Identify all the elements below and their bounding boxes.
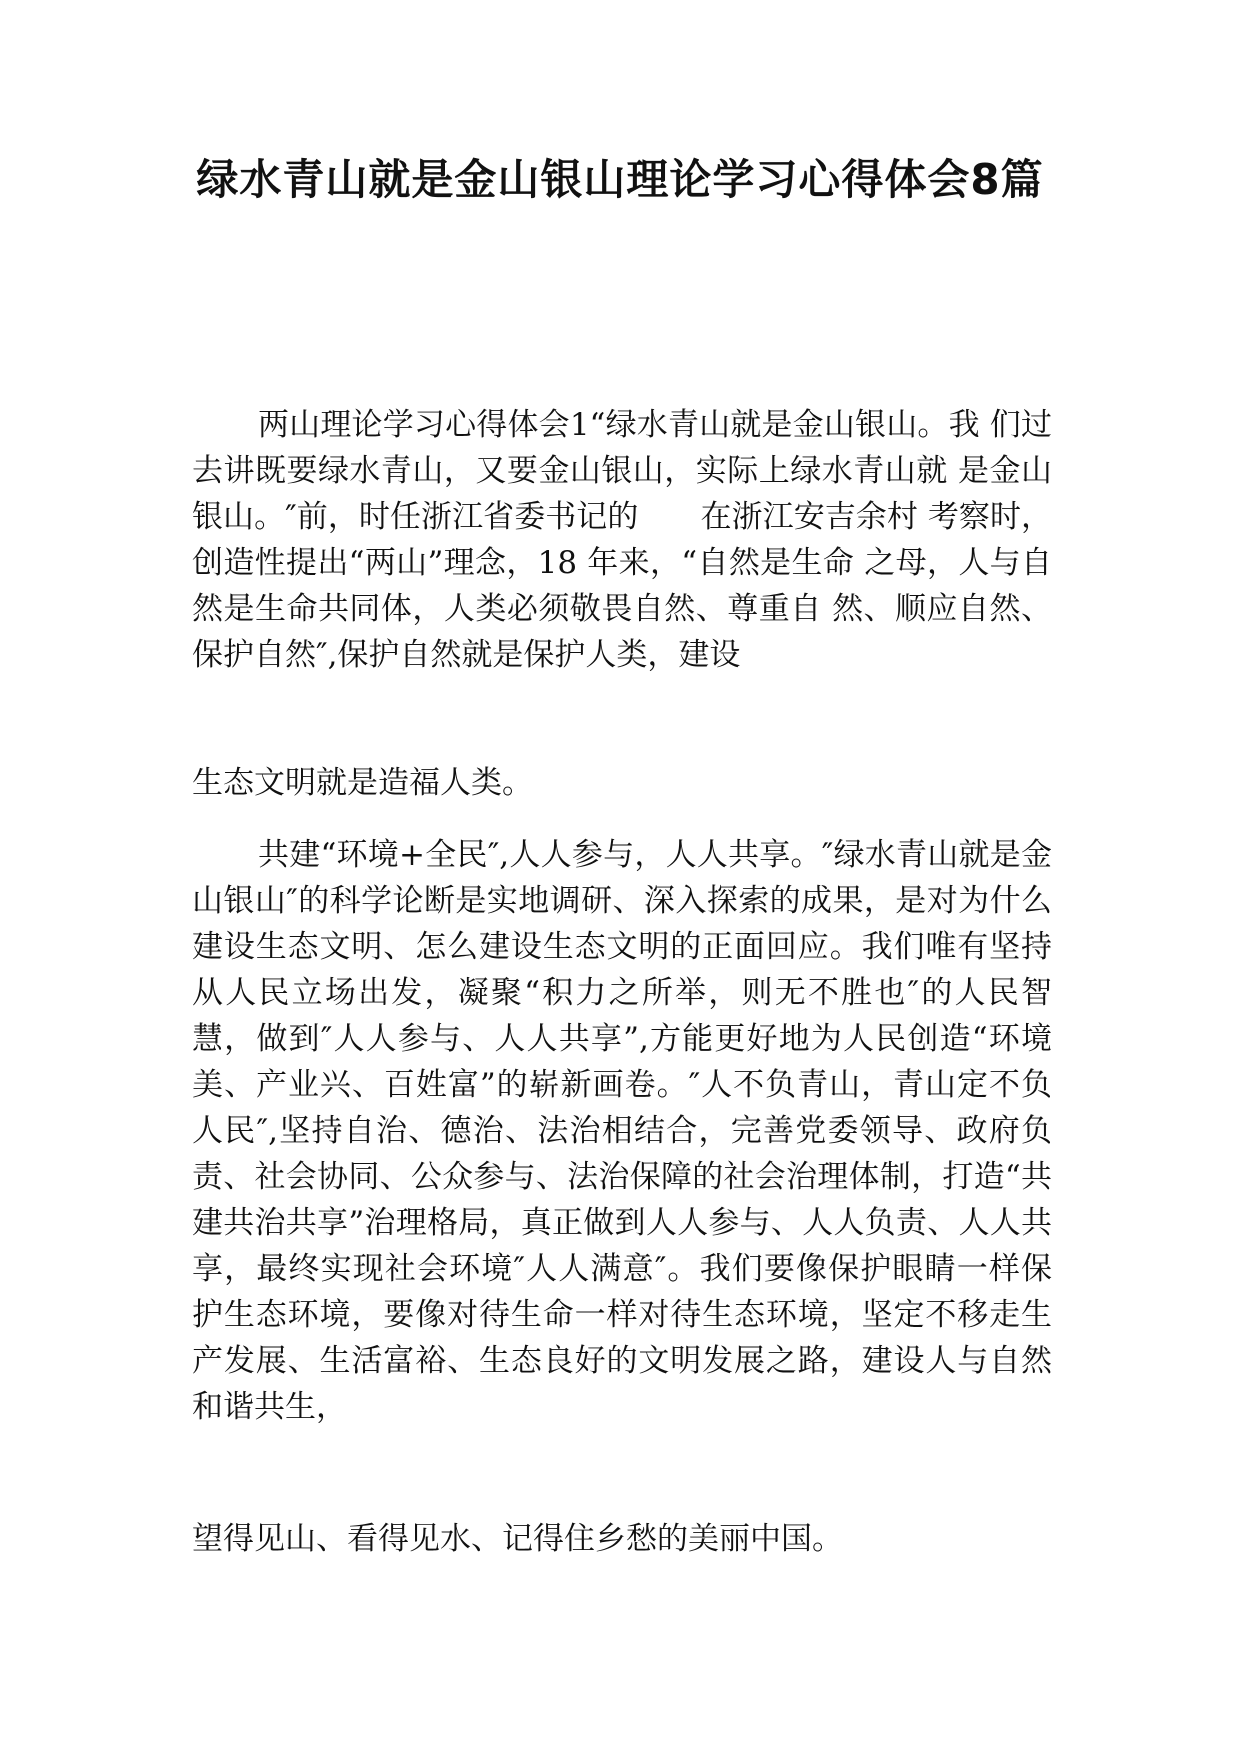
document-title: 绿水青山就是金山银山理论学习心得体会8篇: [196, 155, 1044, 204]
body-paragraph-4: 望得见山、看得见水、记得住乡愁的美丽中国。: [192, 1521, 843, 1557]
body-paragraph-2: 生态文明就是造福人类。: [192, 765, 533, 801]
body-paragraph-1: 两山理论学习心得体会1“绿水青山就是金山银山。我 们过去讲既要绿水青山，又要金山银山，实际上绿水青山就 是金山银山。″前，时任浙江省委书记的 在浙江安吉余村 考察时，创造性提出“两山”理念，18 年来，“自然是生命 之母，人与自然是生命共同体，人类必须敬畏自然、尊重自 然、顺应自然、保护自然″,保护自然就是保护人类，建设: [192, 407, 1052, 673]
body-paragraph-3: 共建“环境+全民″,人人参与，人人共享。″绿水青山就是金山银山″的科学论断是实地调研、深入探索的成果，是对为什么建设生态文明、怎么建设生态文明的正面回应。我们唯有坚持从人民立场出发，凝聚“积力之所举，则无不胜也″的人民智慧，做到″人人参与、人人共享”,方能更好地为人民创造“环境美、产业兴、百姓富”的崭新画卷。″人不负青山，青山定不负人民″,坚持自治、德治、法治相结合，完善党委领导、政府负责、社会协同、公众参与、法治保障的社会治理体制，打造“共建共治共享”治理格局，真正做到人人参与、人人负责、人人共享，最终实现社会环境″人人满意″。我们要像保护眼睛一样保护生态环境，要像对待生命一样对待生态环境，坚定不移走生产发展、生活富裕、生态良好的文明发展之路，建设人与自然和谐共生，: [192, 837, 1052, 1425]
